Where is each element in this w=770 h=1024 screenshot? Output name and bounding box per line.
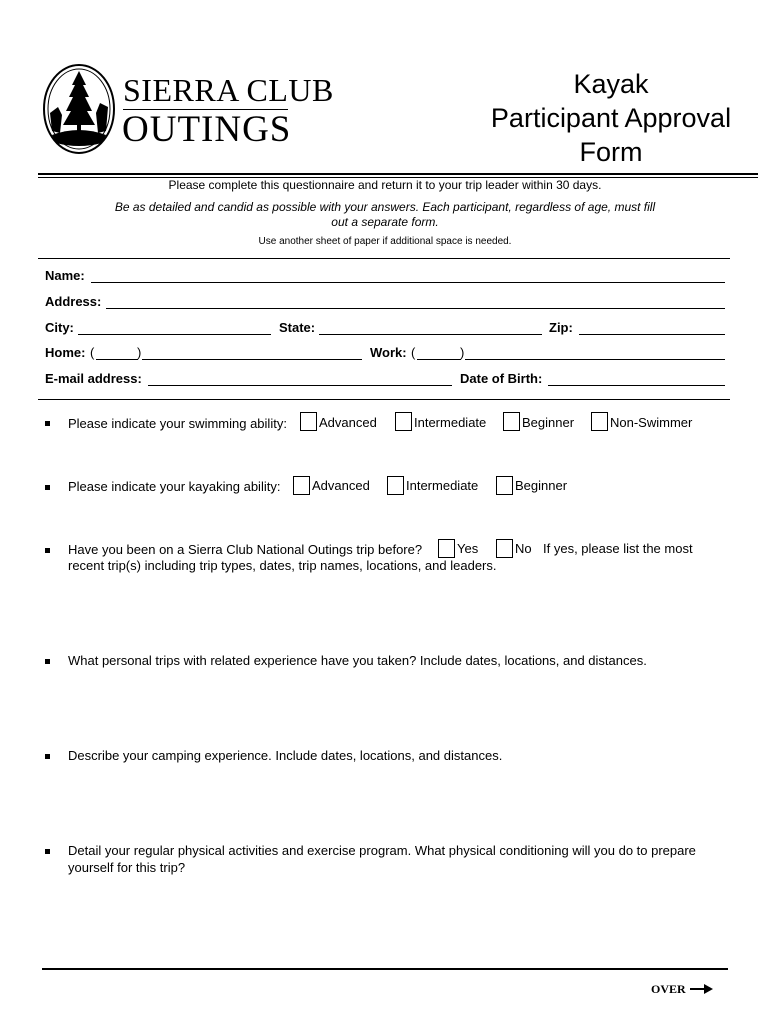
kayaking-advanced-checkbox[interactable] (293, 476, 310, 495)
date-of-birth-label: Date of Birth: (460, 371, 543, 386)
kayaking-advanced-label: Advanced (312, 478, 370, 493)
state-label: State: (279, 320, 316, 335)
header-divider-thick (38, 173, 758, 175)
zip-field[interactable] (579, 334, 725, 335)
swimming-non-swimmer-label: Non-Swimmer (610, 415, 693, 430)
form-title-line-3: Form (579, 137, 643, 167)
swimming-beginner-checkbox[interactable] (503, 412, 520, 431)
kayaking-beginner-checkbox[interactable] (496, 476, 513, 495)
work-area-code-open: ( (411, 345, 416, 360)
date-of-birth-field[interactable] (548, 385, 725, 386)
kayaking-intermediate-label: Intermediate (406, 478, 479, 493)
state-field[interactable] (319, 334, 542, 335)
swimming-question: Please indicate your swimming ability: (68, 416, 287, 431)
fields-top-divider (38, 258, 730, 259)
work-area-code-field[interactable] (417, 359, 461, 360)
swimming-non-swimmer-checkbox[interactable] (591, 412, 608, 431)
logo-sierra-club-text: SIERRA CLUB (123, 72, 334, 108)
bullet-icon (45, 754, 50, 759)
footer-divider (42, 968, 728, 970)
over-label: OVER (651, 982, 686, 996)
form-title-line-2: Participant Approval (490, 103, 732, 133)
fields-bottom-divider (38, 399, 730, 400)
zip-label: Zip: (549, 320, 573, 335)
city-label: City: (45, 320, 74, 335)
kayaking-intermediate-checkbox[interactable] (387, 476, 404, 495)
sierra-club-logo-icon (42, 63, 116, 155)
intro-candid-note: Be as detailed and candid as possible with your answers. Each participant, regardless of age, must fill out a separate form. (114, 200, 656, 229)
address-label: Address: (45, 294, 102, 309)
physical-activity-question: Detail your regular physical activities and exercise program. What physical conditioning will you do to prepare (68, 843, 696, 858)
previous-trip-no-label: No (515, 541, 532, 556)
work-phone-field[interactable] (465, 359, 725, 360)
home-phone-field[interactable] (142, 359, 362, 360)
kayaking-beginner-label: Beginner (515, 478, 568, 493)
swimming-advanced-checkbox[interactable] (300, 412, 317, 431)
arrow-right-icon (690, 983, 714, 995)
home-area-code-close: ) (137, 345, 142, 360)
city-field[interactable] (78, 334, 271, 335)
physical-activity-question-line-2: yourself for this trip? (68, 860, 186, 875)
home-area-code-open: ( (90, 345, 95, 360)
personal-trips-question: What personal trips with related experience have you taken? Include dates, locations, and distances. (68, 653, 647, 668)
camping-question: Describe your camping experience. Include dates, locations, and distances. (68, 748, 503, 763)
address-field[interactable] (106, 308, 725, 309)
swimming-intermediate-label: Intermediate (414, 415, 487, 430)
intro-instruction: Please complete this questionnaire and return it to your trip leader within 30 days. (168, 178, 602, 192)
home-phone-label: Home: (45, 345, 86, 360)
logo-outings-text: OUTINGS (122, 109, 292, 150)
swimming-intermediate-checkbox[interactable] (395, 412, 412, 431)
name-label: Name: (45, 268, 85, 283)
previous-trip-question: Have you been on a Sierra Club National Outings trip before? (68, 542, 423, 557)
bullet-icon (45, 849, 50, 854)
swimming-beginner-label: Beginner (522, 415, 575, 430)
bullet-icon (45, 659, 50, 664)
previous-trip-yes-checkbox[interactable] (438, 539, 455, 558)
intro-extra-paper-note: Use another sheet of paper if additional space is needed. (258, 236, 512, 247)
previous-trip-question-line-2: recent trip(s) including trip types, dates, trip names, locations, and leaders. (68, 558, 497, 573)
previous-trip-yes-label: Yes (457, 541, 479, 556)
swimming-advanced-label: Advanced (319, 415, 377, 430)
bullet-icon (45, 485, 50, 490)
bullet-icon (45, 421, 50, 426)
bullet-icon (45, 548, 50, 553)
form-title-line-1: Kayak (573, 69, 649, 99)
work-phone-label: Work: (370, 345, 407, 360)
previous-trip-follow-up: If yes, please list the most (543, 541, 693, 556)
kayaking-question: Please indicate your kayaking ability: (68, 479, 281, 494)
previous-trip-no-checkbox[interactable] (496, 539, 513, 558)
email-label: E-mail address: (45, 371, 142, 386)
home-area-code-field[interactable] (96, 359, 138, 360)
name-field[interactable] (91, 282, 725, 283)
work-area-code-close: ) (460, 345, 465, 360)
email-field[interactable] (148, 385, 452, 386)
